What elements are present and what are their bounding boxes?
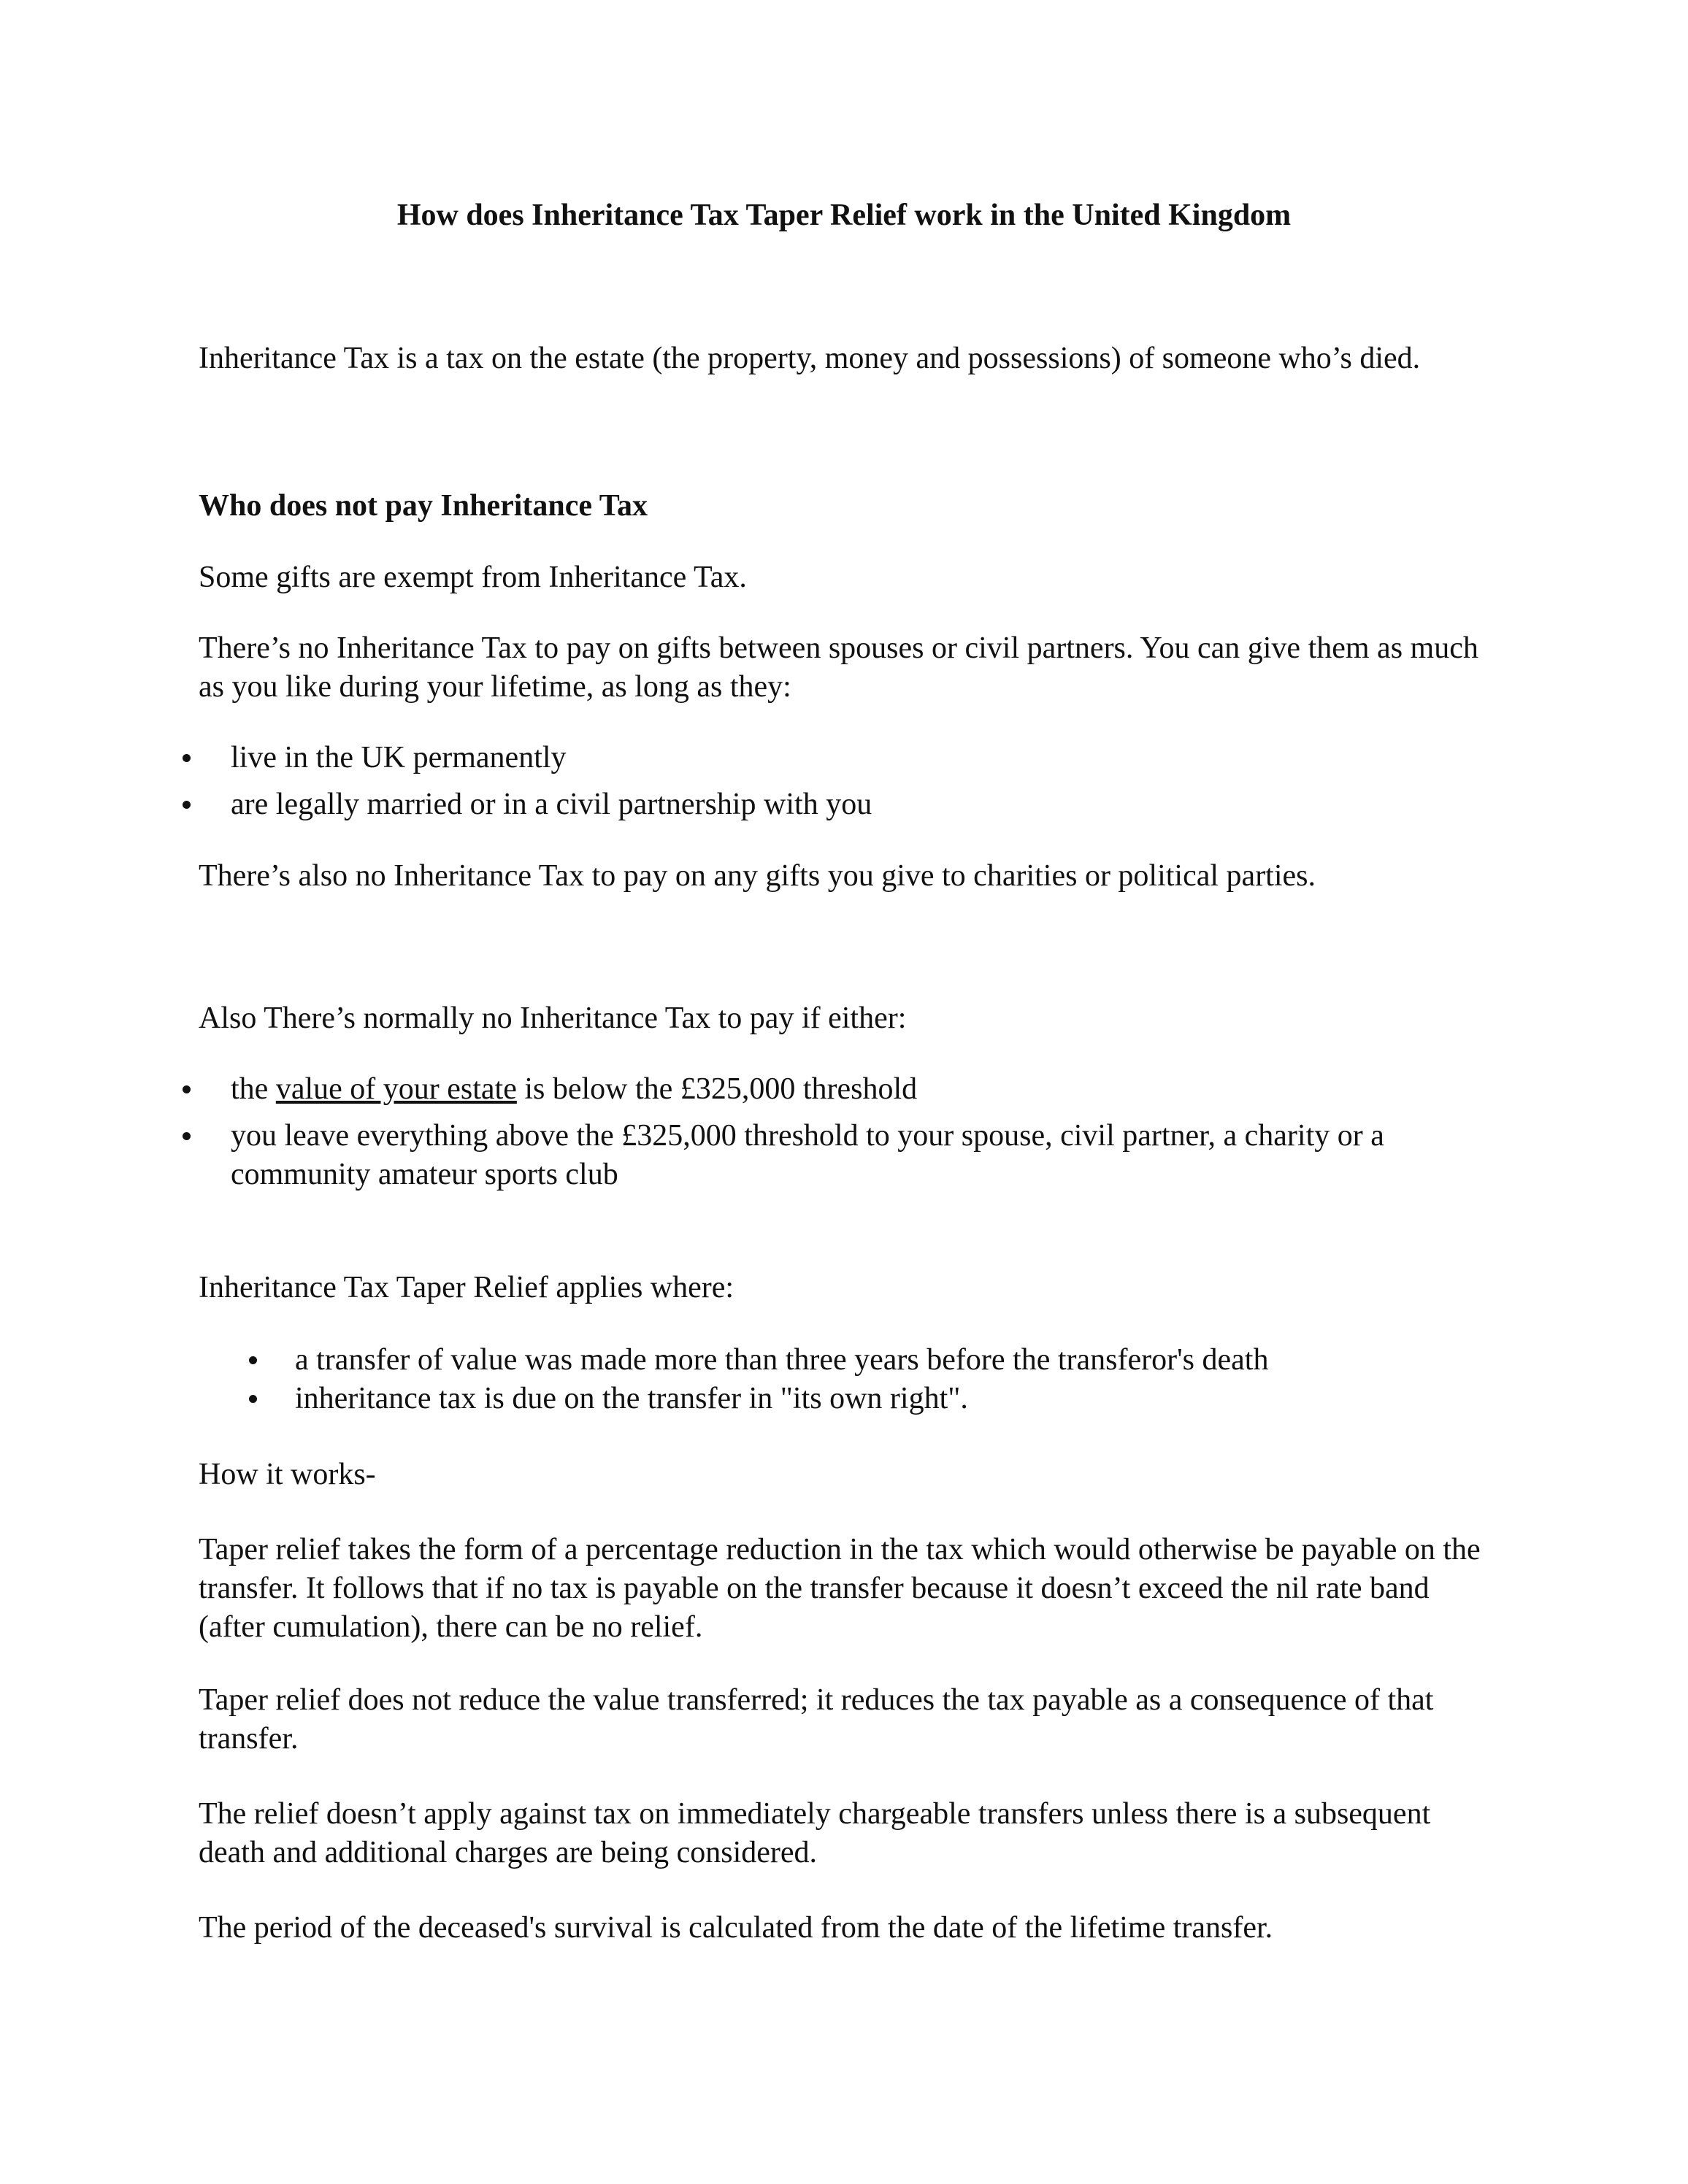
list-item (231, 1070, 1501, 1109)
list-item-text (231, 1072, 917, 1106)
document-title: How does Inheritance Tax Taper Relief work in the United Kingdom (396, 199, 1292, 232)
list-item (231, 739, 1501, 777)
section-heading-exempt: Who does not pay Inheritance Tax (199, 489, 648, 523)
list-item-text: inheritance tax is due on the transfer in "its own right". (295, 1382, 968, 1415)
bullet-icon (183, 1132, 191, 1140)
list-item-text: are legally married or in a civil partnership with you (231, 788, 872, 821)
taper-conditions-list (295, 1341, 1500, 1418)
no-tax-conditions-list (231, 1070, 1501, 1202)
taper-paragraph-2: Taper relief does not reduce the value transferred; it reduces the tax payable as a consequence of that transfer. (199, 1683, 1434, 1756)
how-it-works-heading: How it works- (199, 1458, 376, 1491)
list-item-suffix: is below the £325,000 threshold (516, 1072, 918, 1106)
bullet-icon (249, 1356, 257, 1364)
bullet-icon (183, 1085, 191, 1093)
exempt-paragraph-1: Some gifts are exempt from Inheritance Tax. (199, 561, 747, 594)
exempt-paragraph-3: There’s also no Inheritance Tax to pay on any gifts you give to charities or political parties. (199, 859, 1316, 893)
bullet-icon (183, 754, 191, 762)
taper-intro: Inheritance Tax Taper Relief applies where: (199, 1271, 734, 1304)
taper-paragraph-1: Taper relief takes the form of a percentage reduction in the tax which would otherwise be payable on the transfer. It follows that if no tax is payable on the transfer because it doesn’t exceed the nil rate band (after cumulation), there can be no relief. (199, 1533, 1481, 1644)
list-item-text: you leave everything above the £325,000 threshold to your spouse, civil partner, a charity or a community amateur sports club (231, 1119, 1384, 1191)
list-item (295, 1380, 1500, 1418)
exempt-paragraph-2: There’s no Inheritance Tax to pay on gifts between spouses or civil partners. You can give them as much as you like during your lifetime, as long as they: (199, 631, 1478, 704)
taper-paragraph-3: The relief doesn’t apply against tax on immediately chargeable transfers unless there is a subsequent death and additional charges are being considered. (199, 1797, 1431, 1869)
list-item-prefix: the (231, 1072, 276, 1106)
bullet-icon (249, 1395, 257, 1403)
taper-paragraph-4: The period of the deceased's survival is calculated from the date of the lifetime transfer. (199, 1911, 1273, 1945)
intro-paragraph: Inheritance Tax is a tax on the estate (the property, money and possessions) of someone who’s died. (199, 342, 1421, 375)
list-item (231, 1117, 1501, 1194)
bullet-icon (183, 801, 191, 809)
list-item (231, 785, 1501, 824)
spouse-conditions-list (231, 739, 1501, 832)
normally-intro: Also There’s normally no Inheritance Tax to pay if either: (199, 1001, 907, 1035)
value-of-estate-link[interactable]: value of your estate (275, 1072, 517, 1106)
list-item-text: live in the UK permanently (231, 741, 567, 774)
list-item-text: a transfer of value was made more than three years before the transferor's death (295, 1343, 1269, 1377)
list-item (295, 1341, 1500, 1380)
